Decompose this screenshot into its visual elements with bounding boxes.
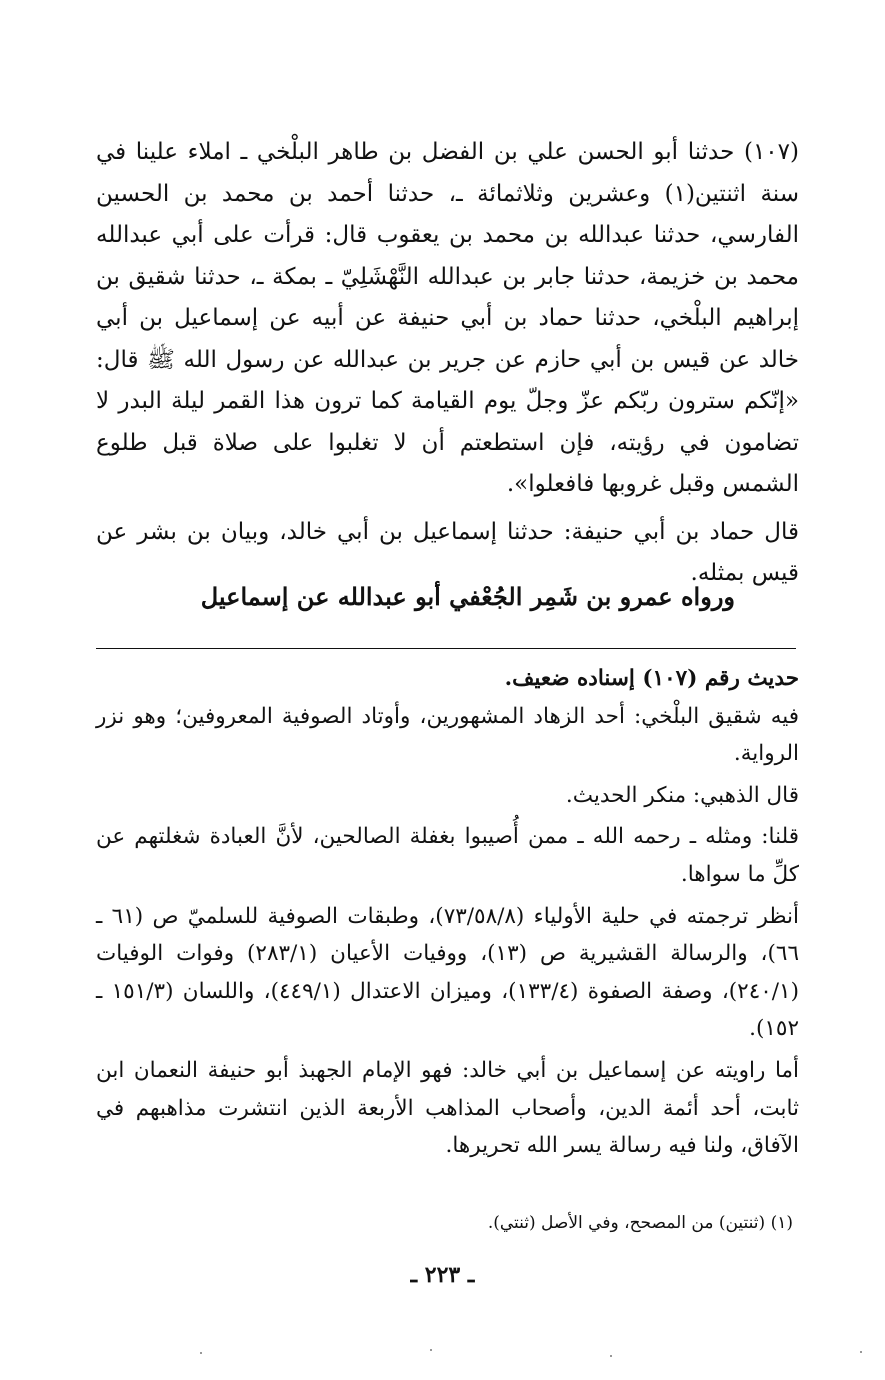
hadith-text — [96, 132, 799, 595]
hadith-paragraph-2: قال حماد بن أبي حنيفة: حدثنا إسماعيل بن أبي خالد، وبيان بن بشر عن قيس بمثله. — [96, 518, 799, 586]
scan-speck — [430, 1349, 432, 1351]
scan-speck — [610, 1355, 612, 1357]
scan-speck — [860, 1351, 862, 1353]
page-number: ـ ٢٢٣ ـ — [410, 1262, 475, 1288]
notes-paragraph-2: قال الذهبي: منكر الحديث. — [565, 782, 799, 808]
commentary-notes — [96, 660, 799, 1165]
hadith-paragraph-1: (١٠٧) حدثنا أبو الحسن علي بن الفضل بن طاهر البلْخي ـ املاء علينا في سنة اثنتين(١) وعشرين وثلاثمائة ـ، حدثنا أحمد بن محمد بن الحسين الفارسي، حدثنا عبدالله بن محمد بن يعقوب قال: قرأت على أبي عبدالله محمد بن خزيمة، حدثنا جابر بن عبدالله النَّهْشَلِيّ ـ بمكة ـ، حدثنا شقيق بن إبراهيم البلْخي، حدثنا حماد بن أبي حنيفة عن أبيه عن إسماعيل بن أبي خالد عن قيس بن أبي حازم عن جرير بن عبدالله عن رسول الله ﷺ قال: «إنّكم سترون ربّكم عزّ وجلّ يوم القيامة كما ترون هذا القمر ليلة البدر لا تضامون في رؤيته، فإن استطعتم أن لا تغلبوا على صلاة قبل طلوع الشمس وقبل غروبها فافعلوا». — [96, 139, 799, 497]
notes-paragraph-4: أنظر ترجمته في حلية الأولياء (٧٣/٥٨/٨)، وطبقات الصوفية للسلميّ ص (٦١ ـ ٦٦)، والرسالة القشيرية ص (١٣)، ووفيات الأعيان (٢٨٣/١) وفوات الوفيات (٢٤٠/١)، وصفة الصفوة (١٣٣/٤)، وميزان الاعتدال (٤٤٩/١)، واللسان (١٥١/٣ ـ ١٥٢). — [96, 903, 799, 1042]
narration-heading: ورواه عمرو بن شَمِر الجُعْفي أبو عبدالله عن إسماعيل — [200, 582, 735, 611]
footnote-divider — [96, 648, 796, 649]
notes-paragraph-5: أما راويته عن إسماعيل بن أبي خالد: فهو الإمام الجهبذ أبو حنيفة النعمان ابن ثابت، أحد أئمة الدين، وأصحاب المذاهب الأربعة الذين انتشرت مذاهبهم في الآفاق، ولنا فيه رسالة يسر الله تحريرها. — [96, 1057, 799, 1159]
notes-paragraph-1: فيه شقيق البلْخي: أحد الزهاد المشهورين، وأوتاد الصوفية المعروفين؛ وهو نزر الرواية. — [96, 703, 799, 767]
footnote: (١) (ثنتين) من المصحح، وفي الأصل (ثنتي). — [487, 1213, 793, 1233]
scan-speck — [200, 1352, 202, 1354]
notes-paragraph-3: قلنا: ومثله ـ رحمه الله ـ ممن أُصيبوا بغفلة الصالحين، لأنَّ العبادة شغلتهم عن كلِّ ما سواها. — [96, 824, 799, 887]
notes-heading: حديث رقم (١٠٧) إسناده ضعيف. — [504, 666, 799, 691]
